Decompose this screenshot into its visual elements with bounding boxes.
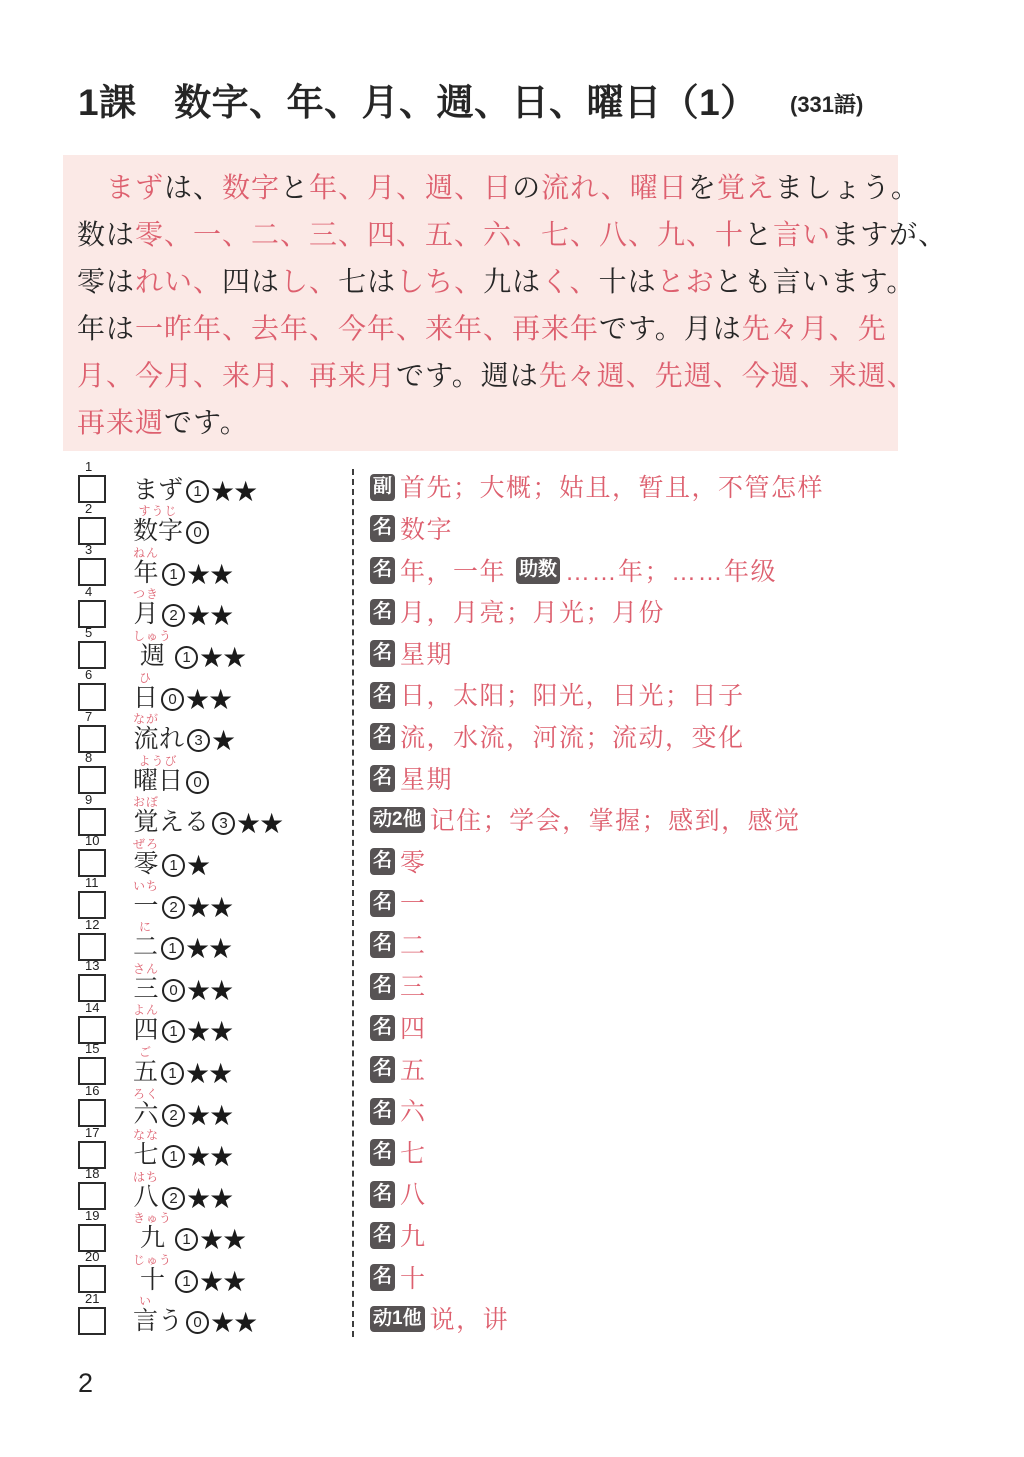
- intro-box: [63, 155, 948, 451]
- vocab-row: [0, 833, 1024, 881]
- word-base: まず: [133, 475, 184, 504]
- word-base: れ: [159, 725, 185, 754]
- definition-text: 十: [400, 1264, 427, 1293]
- intro-highlight-text: 言い: [773, 219, 832, 250]
- row-number: 6: [85, 666, 93, 682]
- row-number: 15: [85, 1041, 100, 1057]
- word-base: 日ひ: [133, 670, 159, 712]
- intro-text: 四は: [222, 266, 281, 297]
- vocab-checkbox[interactable]: [78, 600, 106, 628]
- furigana: い: [133, 1294, 159, 1309]
- intro-highlight-text: 流れ、: [541, 172, 630, 203]
- vocab-checkbox[interactable]: [78, 766, 106, 794]
- star-icon: ★: [211, 725, 235, 757]
- pos-badge: 名: [370, 723, 395, 750]
- vocab-checkbox[interactable]: [78, 891, 106, 919]
- vocab-row: [0, 1166, 1024, 1214]
- accent-number: 1: [161, 1062, 184, 1085]
- pos-badge: 名: [370, 890, 395, 917]
- definition: [370, 682, 745, 710]
- intro-text: 零は: [77, 266, 136, 297]
- intro-text: と: [744, 219, 774, 250]
- definition: [370, 1015, 427, 1043]
- word-base: 六ろく: [133, 1086, 160, 1128]
- accent-number: 1: [162, 854, 185, 877]
- furigana: すうじ: [133, 504, 184, 519]
- star-icon: ★★: [186, 1016, 233, 1048]
- vocab-word: [133, 475, 257, 507]
- vocab-row: [0, 1124, 1024, 1173]
- intro-highlight-text: く、: [541, 266, 599, 297]
- vocab-row: [0, 791, 1024, 840]
- vocab-row: [0, 958, 1024, 1006]
- furigana: いち: [133, 878, 160, 893]
- row-number: 10: [85, 833, 100, 849]
- pos-badge: 名: [370, 1222, 395, 1249]
- vocab-row: [0, 542, 1024, 590]
- intro-line: [77, 164, 920, 211]
- definition: [370, 931, 427, 959]
- row-number: 13: [85, 958, 100, 974]
- accent-number: 2: [162, 604, 185, 627]
- definition-text: 月，月亮；月光；月份: [400, 599, 666, 628]
- vocab-checkbox[interactable]: [78, 725, 106, 753]
- intro-text: の: [512, 172, 542, 203]
- vocab-checkbox[interactable]: [78, 849, 106, 877]
- furigana: ろく: [133, 1086, 160, 1101]
- definition-text: 说，讲: [429, 1306, 510, 1335]
- furigana: ご: [133, 1044, 159, 1059]
- vocab-word: [133, 1003, 233, 1048]
- star-icon: ★★: [210, 475, 257, 507]
- definition: [370, 1098, 427, 1126]
- word-base: 覚おぼ: [133, 795, 160, 837]
- definition-text: 八: [400, 1181, 427, 1210]
- definition-text: 五: [400, 1056, 427, 1085]
- pos-badge: 名: [370, 1181, 395, 1208]
- definition-text: 星期: [400, 640, 454, 669]
- vocab-row: [0, 1207, 1024, 1256]
- vocab-checkbox[interactable]: [78, 1141, 106, 1169]
- row-number: 8: [85, 750, 93, 766]
- vocab-checkbox[interactable]: [78, 1099, 106, 1127]
- vocab-checkbox[interactable]: [78, 641, 106, 669]
- vocab-word: [133, 920, 232, 965]
- row-number: 3: [85, 542, 93, 558]
- pos-badge: 动1他: [370, 1306, 425, 1333]
- intro-text: ましょう。: [774, 172, 920, 203]
- word-base: 流なが: [133, 712, 160, 754]
- pos-badge: 动2他: [370, 807, 425, 834]
- star-icon: ★★: [186, 1182, 233, 1214]
- vocab-word: [133, 878, 233, 923]
- accent-number: 2: [162, 1104, 185, 1127]
- accent-number: 0: [186, 521, 209, 544]
- definition: [370, 640, 453, 668]
- accent-number: 3: [187, 729, 210, 752]
- word-base: 四よん: [133, 1003, 160, 1045]
- definition-text: 三: [400, 973, 427, 1002]
- pos-badge: 名: [370, 557, 395, 584]
- definition: [370, 723, 745, 751]
- vocab-word: [133, 628, 246, 673]
- vocab-row: [0, 999, 1024, 1048]
- star-icon: ★★: [199, 1224, 246, 1256]
- star-icon: ★★: [186, 558, 233, 590]
- vocab-list: [0, 459, 1024, 1339]
- accent-number: 1: [175, 646, 198, 669]
- pos-badge: 名: [370, 1139, 395, 1166]
- definition-text: 九: [400, 1223, 427, 1252]
- intro-highlight-text: 零、一、二、三、四、五、六、七、八、九、十: [135, 219, 745, 250]
- furigana: ぜろ: [133, 836, 160, 851]
- intro-highlight-text: とお: [656, 266, 715, 297]
- intro-highlight-text: 先々月、先: [741, 313, 887, 344]
- furigana: なが: [133, 712, 160, 727]
- row-number: 9: [85, 791, 93, 807]
- accent-number: 2: [162, 896, 185, 919]
- star-icon: ★: [186, 849, 210, 881]
- definition: [370, 848, 427, 876]
- word-base: 二に: [133, 920, 159, 962]
- intro-text: 数は: [77, 219, 136, 250]
- row-number: 7: [85, 708, 93, 724]
- definition: [370, 515, 453, 543]
- intro-highlight-text: 一昨年、去年、今年、来年、再来年: [135, 313, 600, 344]
- accent-number: 0: [161, 688, 184, 711]
- row-number: 2: [85, 500, 93, 516]
- definition-text: 记住；学会，掌握；感到，感觉: [429, 807, 801, 836]
- definition: [370, 890, 427, 918]
- furigana: つき: [133, 587, 160, 602]
- accent-number: 0: [186, 1311, 209, 1334]
- vocab-word: [133, 670, 232, 715]
- vocab-row: [0, 1082, 1024, 1131]
- word-base: 週しゅう: [133, 628, 173, 670]
- vocab-row: [0, 1290, 1024, 1339]
- row-number: 18: [85, 1166, 100, 1182]
- vocab-row: [0, 750, 1024, 795]
- vocab-word: [133, 1086, 233, 1131]
- furigana: ねん: [133, 545, 160, 560]
- accent-number: 1: [161, 937, 184, 960]
- accent-number: 1: [175, 1228, 198, 1251]
- definition: [370, 474, 824, 502]
- star-icon: ★★: [186, 974, 233, 1006]
- word-base: 七なな: [133, 1128, 160, 1170]
- star-icon: ★★: [210, 1307, 257, 1339]
- furigana: ようび: [133, 753, 184, 768]
- vocab-word: [133, 712, 235, 757]
- intro-text: と: [280, 172, 310, 203]
- vocab-checkbox[interactable]: [78, 1307, 106, 1335]
- pos-badge: 名: [370, 1264, 395, 1291]
- intro-line: [77, 305, 887, 352]
- definition-text: 流，水流，河流；流动，变化: [400, 723, 745, 752]
- definition-text: 星期: [400, 765, 454, 794]
- word-base: 数字すうじ: [133, 504, 184, 546]
- furigana: さん: [133, 961, 160, 976]
- vocab-row: [0, 666, 1024, 715]
- intro-highlight-text: 曜日: [629, 172, 688, 203]
- intro-text: とも言います。: [714, 266, 916, 297]
- row-number: 20: [85, 1249, 100, 1265]
- intro-highlight-text: 再来週: [77, 407, 165, 438]
- star-icon: ★★: [185, 683, 232, 715]
- row-number: 19: [85, 1207, 100, 1223]
- pos-badge: 名: [370, 765, 395, 792]
- word-base: う: [158, 1307, 184, 1336]
- star-icon: ★★: [199, 641, 246, 673]
- vocab-row: [0, 1041, 1024, 1089]
- row-number: 16: [85, 1082, 100, 1098]
- accent-number: 0: [162, 979, 185, 1002]
- row-number: 12: [85, 916, 100, 932]
- definition-text: 零: [400, 848, 427, 877]
- pos-badge: 名: [370, 931, 395, 958]
- definition: [370, 1181, 427, 1209]
- definition-text: 日，太阳；阳光，日光；日子: [400, 682, 745, 711]
- vocab-row: [0, 625, 1024, 673]
- vocab-row: [0, 916, 1024, 965]
- vocab-word: [133, 1169, 233, 1214]
- definition: [370, 765, 453, 793]
- pos-badge: 助数: [516, 557, 560, 584]
- definition: [370, 599, 665, 627]
- furigana: なな: [133, 1128, 160, 1143]
- intro-text: ますが、: [831, 219, 948, 250]
- pos-badge: 名: [370, 515, 395, 542]
- intro-text: 十は: [598, 266, 657, 297]
- furigana: じゅう: [133, 1252, 173, 1267]
- definition: [370, 557, 777, 585]
- accent-number: 1: [162, 563, 185, 586]
- intro-text: 九は: [483, 266, 542, 297]
- intro-text: です。月は: [599, 313, 742, 344]
- word-base: 言い: [133, 1294, 159, 1336]
- intro-text: 年は: [77, 313, 136, 344]
- vocab-word: [133, 961, 233, 1006]
- definition: [370, 807, 801, 835]
- vocab-checkbox[interactable]: [78, 1182, 106, 1210]
- vocab-checkbox[interactable]: [78, 974, 106, 1002]
- accent-number: 1: [162, 1020, 185, 1043]
- star-icon: ★★: [186, 1141, 233, 1173]
- vocab-checkbox[interactable]: [78, 1057, 106, 1085]
- intro-line: [77, 399, 884, 446]
- vocab-checkbox[interactable]: [78, 558, 106, 586]
- vocab-row: [0, 583, 1024, 632]
- lesson-title: 1課 数字、年、月、週、日、曜日（1）: [78, 82, 758, 123]
- definition-text: ……年；……年级: [565, 557, 778, 586]
- intro-line: [77, 211, 948, 258]
- row-number: 11: [85, 874, 99, 890]
- intro-highlight-text: 年、月、週、日: [309, 172, 513, 203]
- pos-badge: 名: [370, 682, 395, 709]
- row-number: 17: [85, 1124, 100, 1140]
- row-number: 21: [85, 1290, 100, 1306]
- vocab-checkbox[interactable]: [78, 933, 106, 961]
- definition: [370, 1222, 427, 1250]
- star-icon: ★★: [185, 933, 232, 965]
- star-icon: ★★: [186, 891, 233, 923]
- definition: [370, 1306, 509, 1334]
- definition: [370, 1264, 427, 1292]
- word-base: 九きゅう: [133, 1211, 173, 1253]
- star-icon: ★★: [199, 1265, 246, 1297]
- vocab-word: [133, 1252, 246, 1297]
- intro-text: 七は: [338, 266, 397, 297]
- word-base: 五ご: [133, 1044, 159, 1086]
- vocab-checkbox[interactable]: [78, 808, 106, 836]
- vocab-word: [133, 504, 210, 545]
- vocab-row: [0, 708, 1024, 757]
- word-base: 三さん: [133, 961, 160, 1003]
- accent-number: 1: [175, 1270, 198, 1293]
- word-base: える: [159, 808, 210, 837]
- vocab-word: [133, 545, 233, 590]
- pos-badge: 名: [370, 973, 395, 1000]
- vocab-checkbox[interactable]: [78, 475, 106, 503]
- vocab-word: [133, 1044, 232, 1089]
- definition-text: 二: [400, 931, 427, 960]
- word-base: 一いち: [133, 878, 160, 920]
- accent-number: 1: [162, 1145, 185, 1168]
- page-number: 2: [78, 1368, 94, 1398]
- pos-badge: 名: [370, 1098, 395, 1125]
- furigana: おぼ: [133, 795, 160, 810]
- vocab-word: [133, 1211, 246, 1256]
- intro-highlight-text: 先々週、先週、今週、来週、: [538, 360, 916, 391]
- furigana: よん: [133, 1003, 160, 1018]
- furigana: に: [133, 920, 159, 935]
- definition-text: 年，一年: [400, 557, 507, 586]
- intro-highlight-text: れい、: [135, 266, 223, 297]
- intro-highlight-text: 月、今月、来月、再来月: [77, 360, 397, 391]
- intro-text: [77, 172, 106, 203]
- intro-text: を: [687, 172, 717, 203]
- pos-badge: 名: [370, 1015, 395, 1042]
- row-number: 4: [85, 583, 93, 599]
- accent-number: 0: [186, 771, 209, 794]
- word-base: 八はち: [133, 1169, 160, 1211]
- intro-highlight-text: し、: [280, 266, 339, 297]
- accent-number: 1: [186, 480, 209, 503]
- definition-text: 六: [400, 1098, 427, 1127]
- word-base: 月つき: [133, 587, 160, 629]
- furigana: はち: [133, 1169, 160, 1184]
- vocab-row: [0, 874, 1024, 923]
- pos-badge: 名: [370, 848, 395, 875]
- definition: [370, 1139, 427, 1167]
- definition: [370, 1056, 427, 1084]
- accent-number: 2: [162, 1187, 185, 1210]
- row-number: 14: [85, 999, 100, 1015]
- intro-highlight-text: 数字: [222, 172, 281, 203]
- intro-highlight-text: しち、: [396, 266, 484, 297]
- star-icon: ★★: [186, 600, 233, 632]
- intro-text: は、: [164, 172, 223, 203]
- vocab-row: [0, 500, 1024, 546]
- furigana: しゅう: [133, 628, 173, 643]
- intro-text: です。週は: [396, 360, 539, 391]
- word-base: 年ねん: [133, 545, 160, 587]
- intro-text: です。: [164, 407, 249, 438]
- vocab-checkbox[interactable]: [78, 1016, 106, 1044]
- definition-text: 七: [400, 1139, 427, 1168]
- pos-badge: 名: [370, 640, 395, 667]
- vocab-row: [0, 459, 1024, 507]
- row-number: 5: [85, 625, 93, 641]
- furigana: きゅう: [133, 1211, 173, 1226]
- vocab-checkbox[interactable]: [78, 1265, 106, 1293]
- definition-text: 首先；大概；姑且，暂且，不管怎样: [400, 474, 825, 503]
- word-base: 零ぜろ: [133, 836, 160, 878]
- pos-badge: 名: [370, 599, 395, 626]
- vocab-checkbox[interactable]: [78, 683, 106, 711]
- vocab-checkbox[interactable]: [78, 517, 106, 545]
- definition-text: 一: [400, 890, 427, 919]
- intro-line: [77, 352, 916, 399]
- star-icon: ★★: [236, 808, 283, 840]
- star-icon: ★★: [185, 1057, 232, 1089]
- star-icon: ★★: [186, 1099, 233, 1131]
- accent-number: 3: [212, 812, 235, 835]
- vocab-word: [133, 795, 283, 840]
- vocab-row: [0, 1249, 1024, 1297]
- vocab-word: [133, 1294, 257, 1339]
- pos-badge: 名: [370, 1056, 395, 1083]
- intro-highlight-text: 覚え: [716, 172, 775, 203]
- intro-highlight-text: まず: [106, 172, 165, 203]
- definition-text: 四: [400, 1015, 427, 1044]
- word-count: (331語): [790, 92, 864, 117]
- word-base: 十じゅう: [133, 1252, 173, 1294]
- vocab-word: [133, 836, 210, 881]
- furigana: ひ: [133, 670, 159, 685]
- row-number: 1: [85, 459, 93, 474]
- vocab-word: [133, 1128, 233, 1173]
- vocab-word: [133, 754, 210, 795]
- intro-line: [77, 258, 916, 305]
- word-base: 曜日ようび: [133, 753, 184, 795]
- vocab-checkbox[interactable]: [78, 1224, 106, 1252]
- vocab-word: [133, 587, 233, 632]
- pos-badge: 副: [370, 474, 395, 501]
- definition-text: 数字: [400, 515, 454, 544]
- definition: [370, 973, 427, 1001]
